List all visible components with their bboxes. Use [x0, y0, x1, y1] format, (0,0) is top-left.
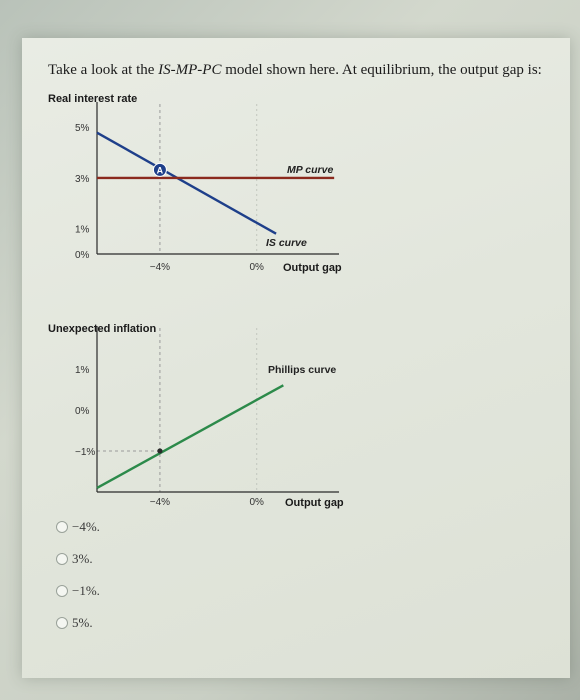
x-axis-label: Output gap	[285, 497, 344, 509]
answer-options	[56, 516, 100, 644]
x-tick-label: −4%	[149, 262, 171, 273]
option-5[interactable]	[56, 612, 100, 634]
y-tick-label: 0%	[75, 405, 90, 417]
option-label: −4%.	[72, 519, 100, 534]
option-label: 3%.	[72, 551, 93, 566]
series-label: IS curve	[266, 237, 307, 249]
radio-button[interactable]	[56, 617, 68, 629]
option-minus-4[interactable]	[56, 516, 100, 538]
question-suffix: model shown here. At equilibrium, the output gap is:	[221, 62, 542, 78]
y-tick-label: 1%	[75, 224, 90, 236]
series-label: Phillips curve	[268, 364, 337, 376]
y-tick-label: 0%	[75, 250, 90, 261]
radio-button[interactable]	[56, 585, 68, 597]
x-tick-label: 0%	[249, 262, 264, 273]
equilibrium-point-dot	[157, 448, 162, 453]
option-3[interactable]	[56, 548, 100, 570]
equilibrium-point-label: A	[156, 165, 164, 176]
y-tick-label: 5%	[75, 123, 90, 135]
option-label: −1%.	[72, 583, 100, 598]
series-line-is-curve	[97, 133, 276, 234]
radio-button[interactable]	[56, 521, 68, 533]
x-tick-label: 0%	[249, 497, 264, 508]
y-tick-label: 3%	[75, 173, 90, 185]
y-axis-label: Real interest rate	[48, 93, 138, 105]
y-axis-label: Unexpected inflation	[48, 323, 157, 335]
y-tick-label: 1%	[75, 364, 90, 376]
x-tick-label: −4%	[149, 497, 171, 508]
series-line-phillips-curve	[97, 385, 283, 488]
question-prefix: Take a look at the	[48, 62, 159, 78]
option-minus-1[interactable]	[56, 580, 100, 602]
radio-button[interactable]	[56, 553, 68, 565]
option-label: 5%.	[72, 615, 93, 630]
y-tick-label: −1%	[75, 446, 96, 458]
model-name: IS-MP-PC	[158, 62, 222, 78]
x-axis-label: Output gap	[283, 262, 342, 274]
series-label: MP curve	[287, 164, 334, 176]
